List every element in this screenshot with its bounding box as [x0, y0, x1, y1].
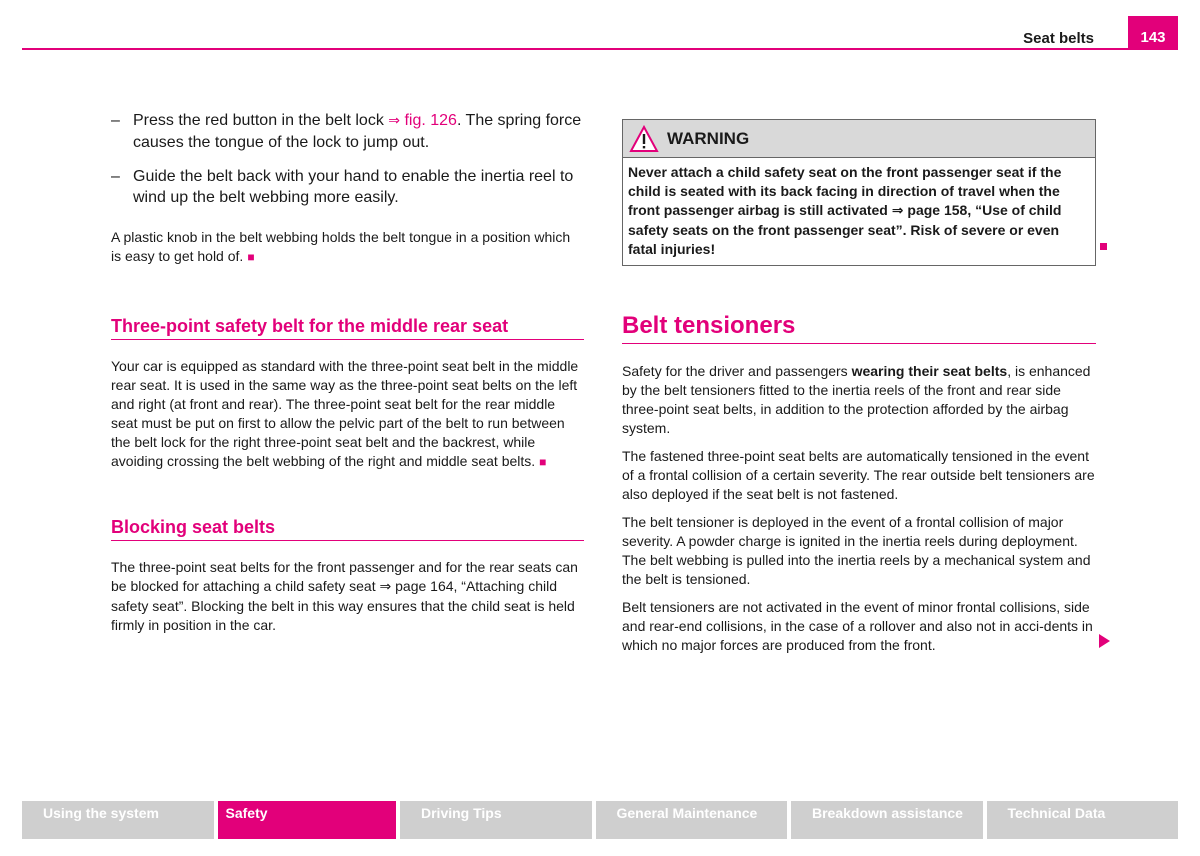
- step-text: Guide the belt back with your hand to enable the inertia reel to wind up the belt webbing more easily.: [133, 168, 574, 206]
- section-end-mark: ■: [539, 455, 547, 469]
- chapter-tab-breakdown-assistance[interactable]: Breakdown assistance: [791, 801, 983, 839]
- step-dash: –: [111, 168, 120, 185]
- warning-end-mark: [1100, 243, 1107, 250]
- chapter-tab-using-the-system[interactable]: Using the system: [22, 801, 214, 839]
- warning-box: [622, 119, 1096, 266]
- reference-arrow-icon: ⇒: [379, 579, 392, 595]
- step-text: Press the red button in the belt lock: [133, 112, 389, 129]
- note-paragraph: A plastic knob in the belt webbing holds the belt tongue in a position which is easy to get hold of. ■: [111, 229, 571, 264]
- page-number: 143: [1128, 16, 1178, 50]
- section-heading-belt-tensioners: Belt tensioners: [622, 312, 1096, 344]
- running-header-title: Seat belts: [1023, 30, 1094, 47]
- right-column: [622, 119, 1096, 664]
- reference-arrow-icon: ⇒: [891, 203, 904, 219]
- tensioner-paragraph: Safety for the driver and passengers wearing their seat belts, is enhanced by the belt tensioners fitted to the inertia reels of the front and rear side three-point seat belts, in addition to the protection afforded by the airbag system.: [622, 363, 1091, 436]
- figure-reference-link[interactable]: ⇒ fig. 126: [388, 112, 457, 129]
- left-column: [111, 110, 584, 644]
- tensioner-paragraph: Belt tensioners are not activated in the event of minor frontal collisions, side and rear-end collisions, in the case of a rollover and also not in acci-dents in which no major forces are produced from the front.: [622, 599, 1093, 653]
- continue-arrow-icon: [1099, 634, 1110, 648]
- section-heading-blocking-belts: Blocking seat belts: [111, 517, 584, 541]
- chapter-tab-general-maintenance[interactable]: General Maintenance: [596, 801, 788, 839]
- chapter-tab-safety[interactable]: Safety: [218, 801, 397, 839]
- warning-text: Never attach a child safety seat on the front passenger seat if the child is seated with its back facing in direction of travel when the front passenger airbag is still activated ⇒ page 158, “Use of child safety seats on the front passenger seat”. Risk of severe or even fatal injuries!: [628, 164, 1062, 257]
- warning-header: [623, 120, 1095, 158]
- middle-rear-belt-paragraph: Your car is equipped as standard with the three-point seat belt in the middle rear seat. It is used in the same way as the three-point seat belts on the left and right (at front and rear). The three-point seat belt for the rear middle seat must be put on first to allow the pelvic part of the belt to run between the belt lock for the right three-point seat belt and the backrest, while avoiding crossing the belt webbing of the right and middle seat belts. ■: [111, 358, 579, 469]
- step-dash: –: [111, 112, 120, 129]
- section-heading-middle-rear-belt: Three-point safety belt for the middle rear seat: [111, 316, 584, 340]
- chapter-tab-driving-tips[interactable]: Driving Tips: [400, 801, 592, 839]
- tensioner-paragraph: The fastened three-point seat belts are automatically tensioned in the event of a frontal collision of a certain severity. The rear outside belt tensioners are also deployed if the seat belt is not fastened.: [622, 448, 1095, 502]
- warning-triangle-icon: [629, 125, 659, 153]
- chapter-tab-technical-data[interactable]: Technical Data: [987, 801, 1179, 839]
- tensioner-paragraph: The belt tensioner is deployed in the event of a frontal collision of major severity. A powder charge is ignited in the inertia reels during deployment. The belt webbing is pulled into the inertia reels by a mechanical system and the belt is tensioned.: [622, 514, 1091, 587]
- warning-title: WARNING: [667, 128, 750, 148]
- section-end-mark: ■: [247, 250, 255, 264]
- chapter-nav: [22, 801, 1178, 839]
- instruction-step: – Press the red button in the belt lock ⇒ fig. 126. The spring force causes the tongue of the lock to jump out.: [111, 112, 582, 151]
- header-rule: [22, 48, 1178, 50]
- blocking-belts-paragraph: The three-point seat belts for the front passenger and for the rear seats can be blocked for attaching a child safety seat ⇒ page 164, “Attaching child safety seat”. Blocking the belt in this way ensures that the child seat is held firmly in position in the car.: [111, 559, 578, 633]
- instruction-step: [111, 166, 584, 208]
- reference-arrow-icon: ⇒: [388, 113, 400, 129]
